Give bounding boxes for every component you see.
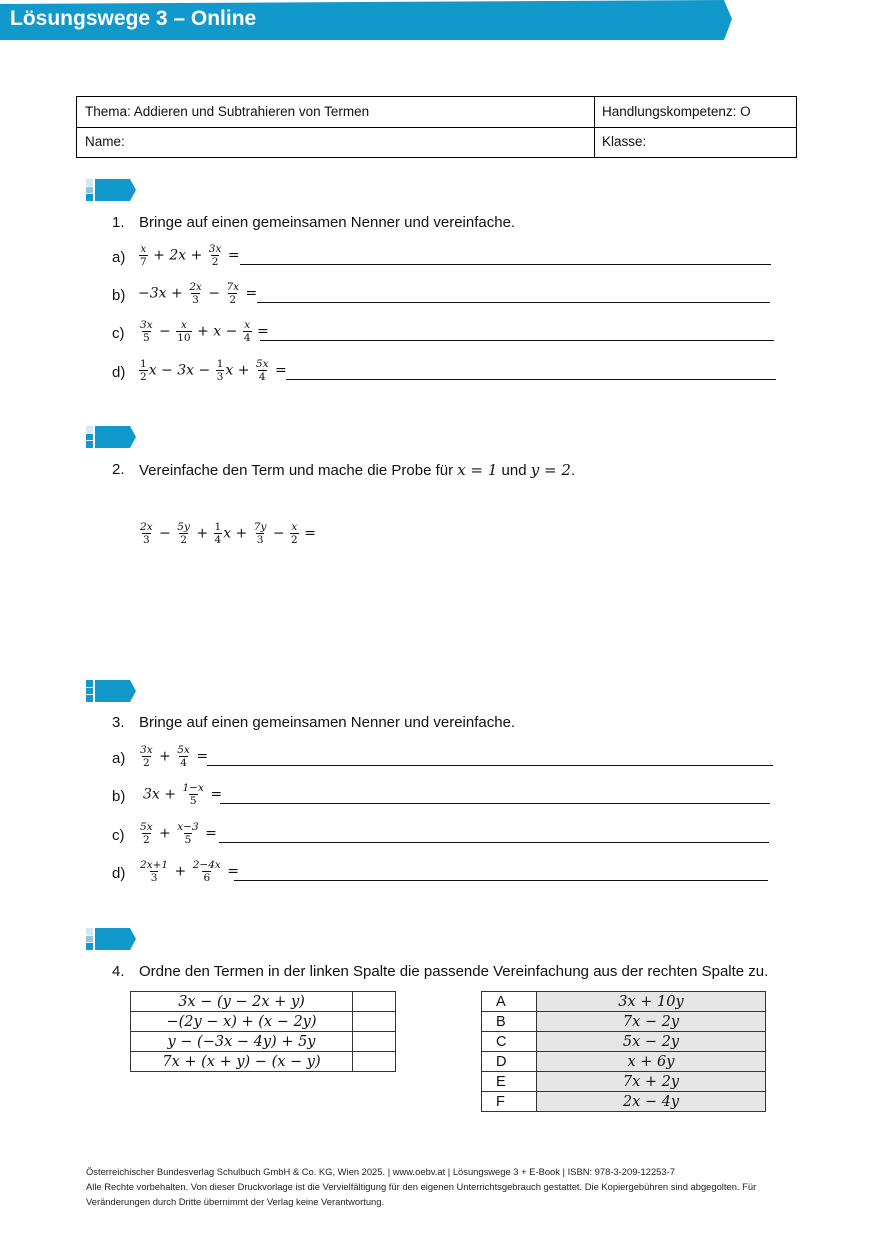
item-label: d) — [112, 364, 126, 381]
task-3 — [112, 714, 812, 734]
task-2 — [112, 461, 812, 481]
doc-type-label: Arbeitsblatt — [760, 7, 877, 30]
answer-line-1c[interactable] — [260, 340, 774, 341]
item-label: c) — [112, 325, 125, 342]
section-marker-1-icon — [86, 179, 136, 201]
right-options-table — [481, 991, 766, 1112]
expression-3b: 3x + $\frac{1-x}{5}$ = — [143, 782, 223, 808]
table-row — [482, 1092, 766, 1112]
table-row — [482, 1012, 766, 1032]
header-banner — [0, 0, 877, 40]
answer-line-3a[interactable] — [207, 765, 773, 766]
left-term: y − (−3x − 4y) + 5y — [131, 1032, 353, 1052]
table-row — [131, 1032, 396, 1052]
left-terms-table — [130, 991, 396, 1072]
option-letter: D — [482, 1052, 537, 1072]
task-4 — [112, 963, 812, 983]
option-term: 7x + 2y — [537, 1072, 766, 1092]
footer-rights-line: Alle Rechte vorbehalten. Von dieser Druckvorlage ist die Vervielfältigung für den eigenen Unterrichtsgebrauch gestattet. Die Kopiergebühren sind abgegolten. Für Veränderungen durch Dritte übernimmt der Verlag keine Verantwortung. — [86, 1181, 757, 1207]
table-row — [482, 1052, 766, 1072]
option-term: 5x − 2y — [537, 1032, 766, 1052]
klasse-field[interactable]: Klasse: — [602, 134, 647, 149]
item-label: a) — [112, 249, 126, 266]
option-letter: B — [482, 1012, 537, 1032]
answer-cell[interactable] — [353, 1012, 396, 1032]
answer-cell[interactable] — [353, 1032, 396, 1052]
option-letter: A — [482, 992, 537, 1012]
item-label: b) — [112, 788, 126, 805]
item-label: a) — [112, 750, 126, 767]
table-row — [131, 992, 396, 1012]
item-label: c) — [112, 827, 125, 844]
option-term: 3x + 10y — [537, 992, 766, 1012]
table-row — [482, 992, 766, 1012]
task-instruction: Bringe auf einen gemeinsamen Nenner und vereinfache. — [139, 714, 516, 731]
kompetenz-cell: Handlungskompetenz: O — [602, 104, 751, 119]
answer-line-1d[interactable] — [286, 379, 776, 380]
expression-1c: $\frac{3x}{5}$ − $\frac{x}{10}$ + x − $\frac{x}{4}$ = — [140, 319, 269, 345]
table-row — [482, 1072, 766, 1092]
option-letter: F — [482, 1092, 537, 1112]
answer-line-3b[interactable] — [220, 803, 770, 804]
info-table — [76, 96, 797, 158]
item-label: b) — [112, 287, 126, 304]
left-term: −(2y − x) + (x − 2y) — [131, 1012, 353, 1032]
option-term: x + 6y — [537, 1052, 766, 1072]
expression-2: $\frac{2x}{3}$ − $\frac{5y}{2}$ + $\frac{1}{4}$ x + $\frac{7y}{3}$ − $\frac{x}{2}$ = — [140, 521, 316, 547]
task-1 — [112, 214, 812, 234]
option-letter: E — [482, 1072, 537, 1092]
expression-1a: $\frac{x}{7}$ + 2x + $\frac{3x}{2}$ = — [140, 243, 240, 269]
option-term: 7x − 2y — [537, 1012, 766, 1032]
expression-1b: −3x + $\frac{2x}{3}$ − $\frac{7x}{2}$ = — [138, 281, 258, 307]
expression-3c: $\frac{5x}{2}$ + $\frac{x-3}{5}$ = — [140, 821, 217, 847]
left-term: 3x − (y − 2x + y) — [131, 992, 353, 1012]
thema-cell: Thema: Addieren und Subtrahieren von Termen — [85, 104, 370, 119]
table-row — [131, 1012, 396, 1032]
answer-cell[interactable] — [353, 1052, 396, 1072]
option-letter: C — [482, 1032, 537, 1052]
answer-line-3c[interactable] — [219, 842, 769, 843]
task-instruction: Vereinfache den Term und mache die Probe für x = 1 und y = 2. — [139, 461, 576, 479]
left-term: 7x + (x + y) − (x − y) — [131, 1052, 353, 1072]
answer-line-1b[interactable] — [257, 302, 770, 303]
work-area-task-2[interactable] — [310, 515, 800, 655]
answer-line-1a[interactable] — [240, 264, 771, 265]
footer — [86, 1164, 806, 1209]
section-marker-2-icon — [86, 426, 136, 448]
task-number: 4. — [112, 963, 125, 980]
footer-publisher-line: Österreichischer Bundesverlag Schulbuch GmbH & Co. KG, Wien 2025. | www.oebv.at | Lösungswege 3 + E-Book | ISBN: 978-3-209-12253-7 — [86, 1166, 675, 1177]
page-title: Lösungswege 3 – Online — [10, 7, 257, 30]
task-number: 1. — [112, 214, 125, 231]
task-instruction: Ordne den Termen in der linken Spalte die passende Vereinfachung aus der rechten Spalte zu. — [139, 963, 769, 980]
expression-3a: $\frac{3x}{2}$ + $\frac{5x}{4}$ = — [140, 744, 209, 770]
answer-cell[interactable] — [353, 992, 396, 1012]
section-marker-4-icon — [86, 928, 136, 950]
expression-3d: $\frac{2x+1}{3}$ + $\frac{2-4x}{6}$ = — [140, 859, 240, 885]
task-number: 3. — [112, 714, 125, 731]
table-row — [131, 1052, 396, 1072]
name-field[interactable]: Name: — [85, 134, 125, 149]
task-instruction: Bringe auf einen gemeinsamen Nenner und vereinfache. — [139, 214, 516, 231]
option-term: 2x − 4y — [537, 1092, 766, 1112]
task-number: 2. — [112, 461, 125, 478]
answer-line-3d[interactable] — [234, 880, 768, 881]
expression-1d: $\frac{1}{2}$ x − 3x − $\frac{1}{3}$ x + $\frac{5x}{4}$ = — [140, 358, 287, 384]
item-label: d) — [112, 865, 126, 882]
table-row — [482, 1032, 766, 1052]
section-marker-3-icon — [86, 680, 136, 702]
